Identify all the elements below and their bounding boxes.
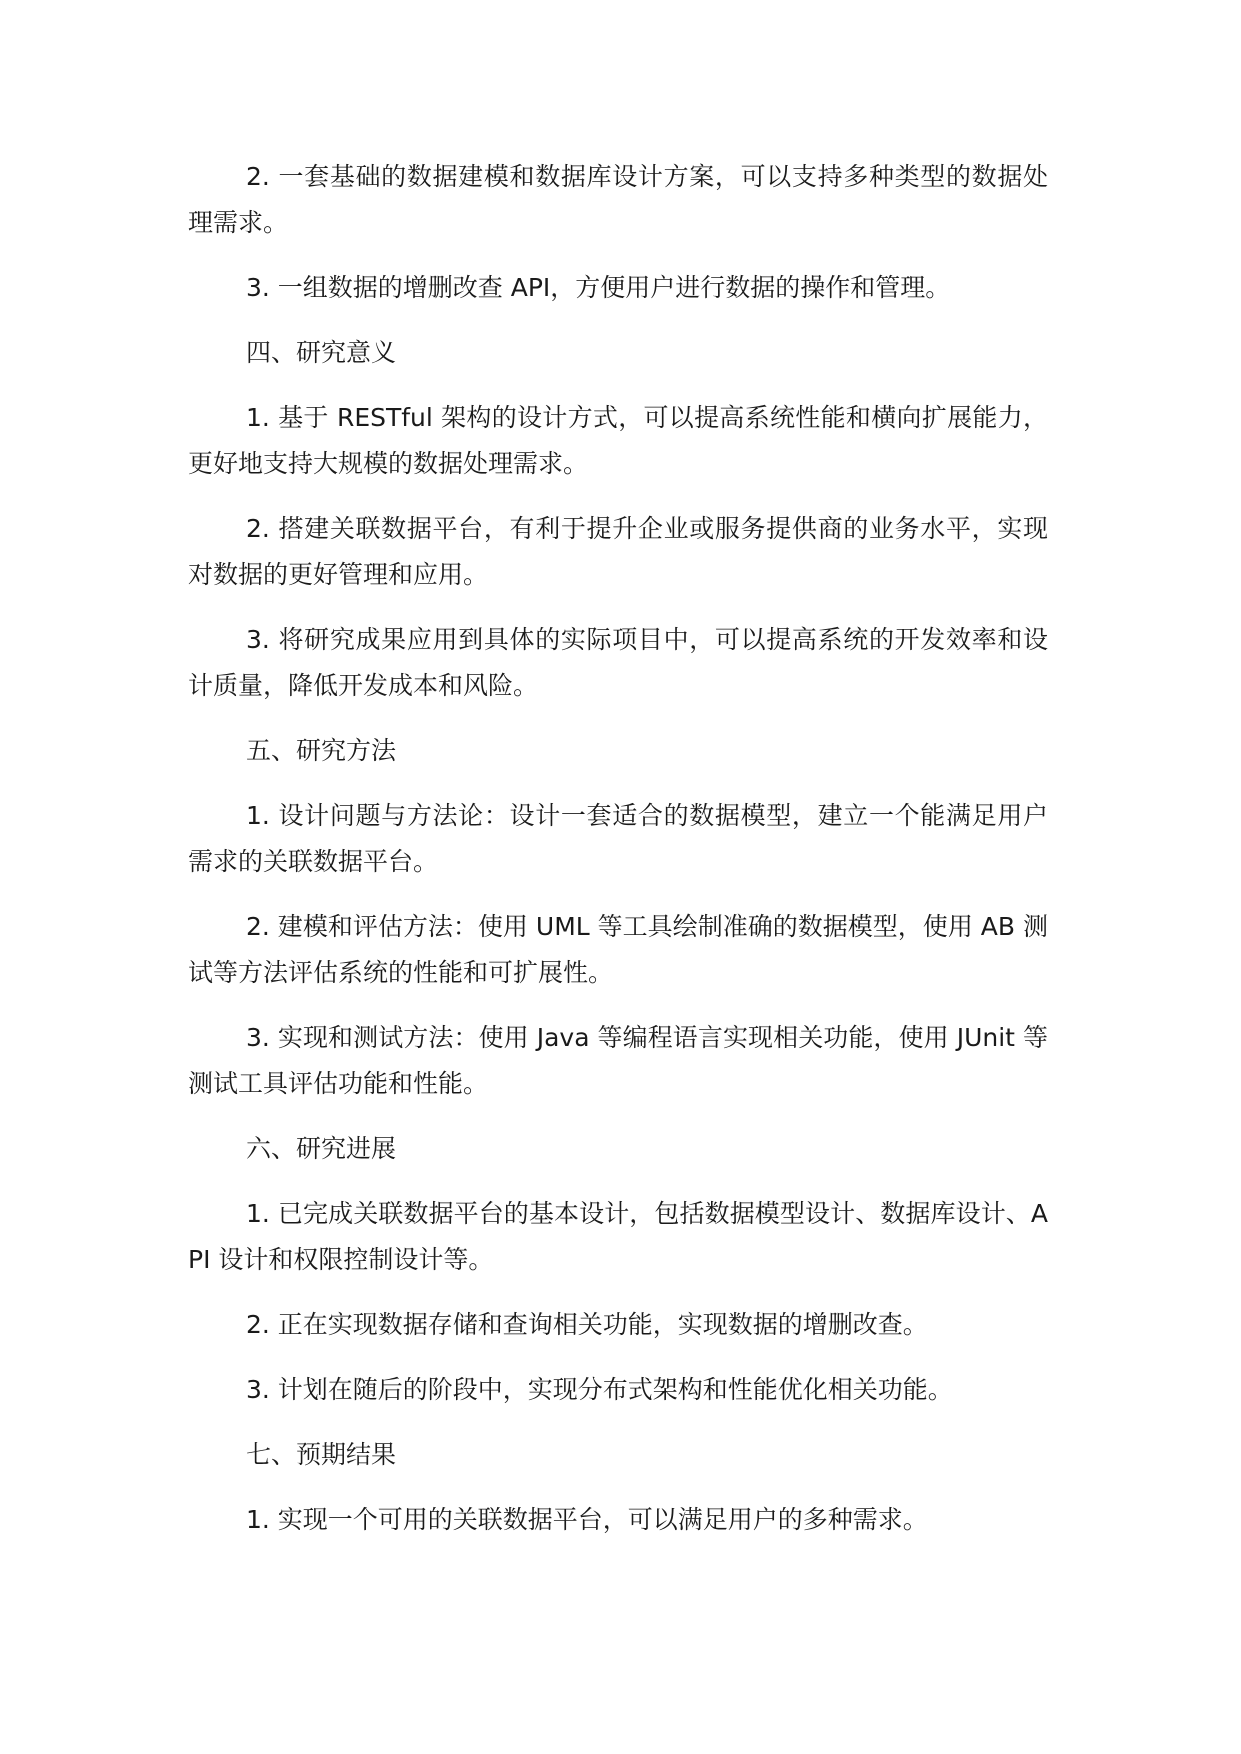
list-item: 3. 实现和测试方法：使用 Java 等编程语言实现相关功能，使用 JUnit 等测试工具评估功能和性能。 [188,1023,1048,1098]
section-heading: 六、研究进展 [246,1134,397,1163]
list-item: 1. 设计问题与方法论：设计一套适合的数据模型，建立一个能满足用户需求的关联数据平台。 [188,801,1048,876]
list-item: 2. 一套基础的数据建模和数据库设计方案，可以支持多种类型的数据处理需求。 [188,162,1048,237]
list-item: 1. 已完成关联数据平台的基本设计，包括数据模型设计、数据库设计、API 设计和权限控制设计等。 [188,1199,1048,1274]
list-item: 3. 一组数据的增删改查 API，方便用户进行数据的操作和管理。 [246,273,951,302]
list-item: 3. 计划在随后的阶段中，实现分布式架构和性能优化相关功能。 [246,1375,953,1404]
list-item: 2. 正在实现数据存储和查询相关功能，实现数据的增删改查。 [246,1310,928,1339]
list-item: 1. 实现一个可用的关联数据平台，可以满足用户的多种需求。 [246,1505,928,1534]
list-item: 1. 基于 RESTful 架构的设计方式，可以提高系统性能和横向扩展能力，更好地支持大规模的数据处理需求。 [188,403,1048,478]
list-item: 3. 将研究成果应用到具体的实际项目中，可以提高系统的开发效率和设计质量，降低开发成本和风险。 [188,625,1048,700]
list-item: 2. 搭建关联数据平台，有利于提升企业或服务提供商的业务水平，实现对数据的更好管理和应用。 [188,514,1048,589]
list-item: 2. 建模和评估方法：使用 UML 等工具绘制准确的数据模型，使用 AB 测试等方法评估系统的性能和可扩展性。 [188,912,1048,987]
section-heading: 五、研究方法 [246,736,397,765]
section-heading: 七、预期结果 [246,1440,397,1469]
section-heading: 四、研究意义 [246,338,397,367]
document-body [188,154,1048,1562]
